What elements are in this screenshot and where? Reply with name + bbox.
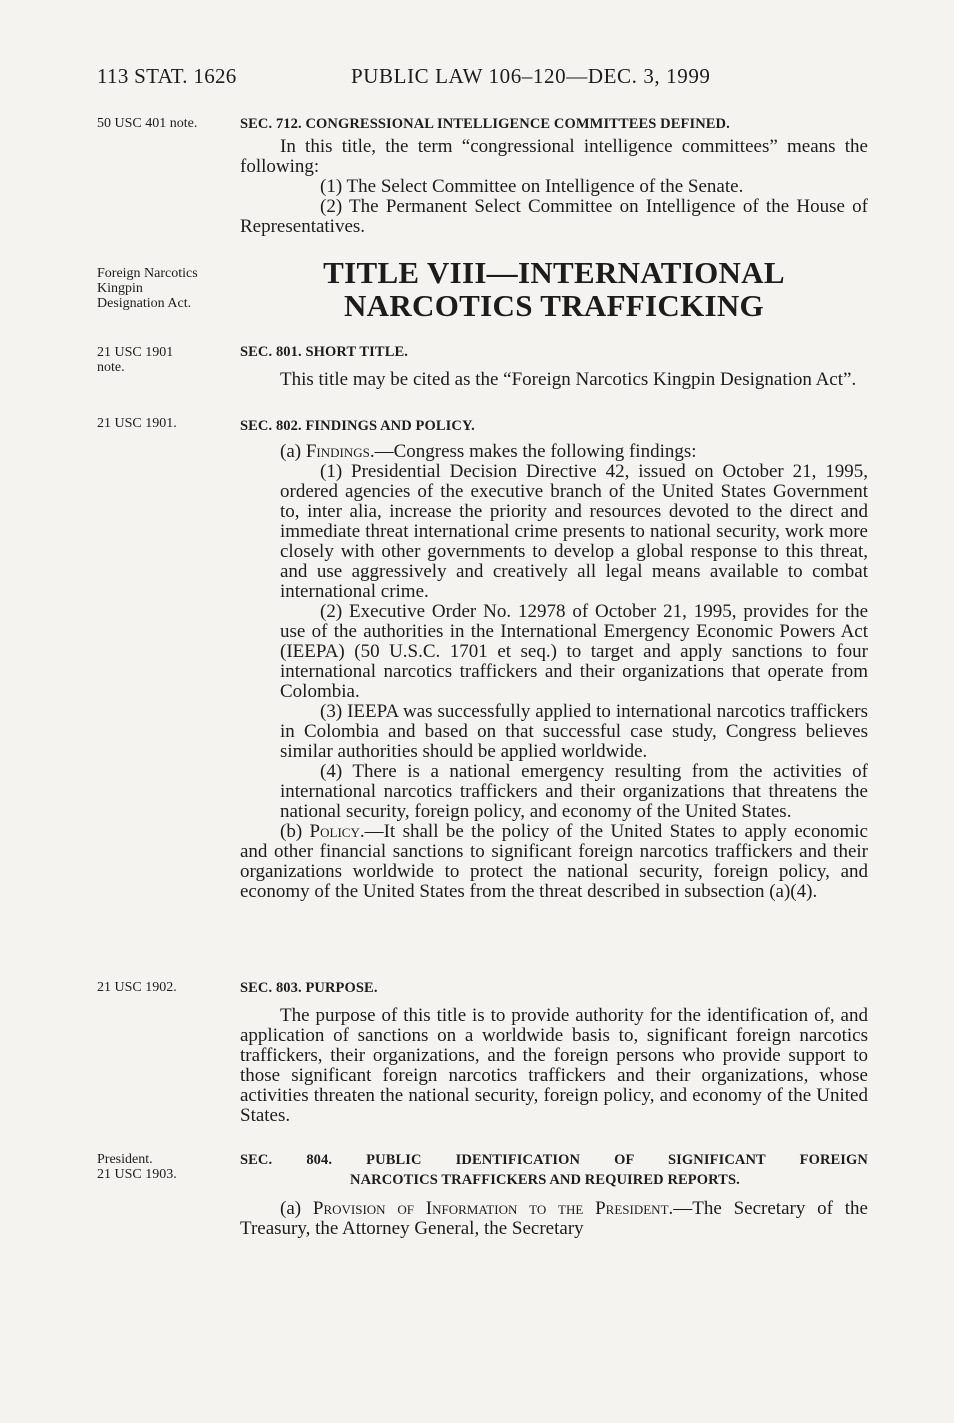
- finding-item: (2) Executive Order No. 12978 of October 21, 1995, provides for the use of the authorities in the International Emergency Economic Powers Act (IEEPA) (50 U.S.C. 1701 et seq.) to target and apply sanctions to four international narcotics traffickers and their organizations that operate from Colombia.: [280, 601, 868, 702]
- subsection-caption: Policy: [309, 821, 360, 842]
- list-item: (2) The Permanent Select Committee on Intelligence of the House of Representatives.: [240, 196, 868, 237]
- margin-note-act-name: [97, 266, 232, 311]
- margin-note-president: [97, 1152, 232, 1182]
- section-712: [240, 114, 868, 237]
- subsection-label: (b): [280, 821, 310, 842]
- section-text: In this title, the term “congressional intelligence committees” means the following:: [240, 136, 868, 177]
- title-heading: [240, 256, 868, 322]
- subsection-text: .—The Secretary of the Treasury, the Attorney General, the Secretary: [240, 1198, 868, 1239]
- margin-note-line: Kingpin: [97, 281, 143, 296]
- margin-note-line: Foreign Narcotics: [97, 266, 198, 281]
- margin-note-line: 21 USC 1903.: [97, 1167, 177, 1182]
- title-line: TITLE VIII—INTERNATIONAL: [323, 255, 785, 290]
- section-heading: SEC. 712. CONGRESSIONAL INTELLIGENCE COMMITTEES DEFINED.: [240, 116, 730, 132]
- public-law-header: PUBLIC LAW 106–120—DEC. 3, 1999: [351, 64, 711, 88]
- finding-item: (1) Presidential Decision Directive 42, issued on October 21, 1995, ordered agencies of the executive branch of the United States Government to, inter alia, increase the priority and resources devoted to the direct and immediate threat international crime presents to national security, work more closely with other governments to develop a global response to this threat, and use aggressively and creatively all legal means available to combat international crime.: [280, 461, 868, 602]
- section-803: [240, 978, 868, 1126]
- subsection-label: (a): [280, 1198, 313, 1219]
- section-801: [240, 342, 868, 390]
- section-heading: SEC. 802. FINDINGS AND POLICY.: [240, 418, 475, 434]
- subsection-a: [240, 1199, 868, 1239]
- title-line: NARCOTICS TRAFFICKING: [344, 288, 764, 323]
- margin-note-line: 21 USC 1901: [97, 345, 174, 360]
- section-text: This title may be cited as the “Foreign Narcotics Kingpin Designation Act”.: [280, 369, 857, 390]
- section-text: The purpose of this title is to provide authority for the identification of, and application of sanctions on a worldwide basis to, significant foreign narcotics traffickers, their organizations, and the foreign persons who provide support to those significant foreign narcotics traffickers and their organizations, whose activities threaten the national security, foreign policy, and economy of the United States.: [240, 1005, 868, 1126]
- margin-note-21usc1901: 21 USC 1901.: [97, 416, 177, 431]
- section-heading: SEC. 803. PURPOSE.: [240, 980, 378, 996]
- subsection-caption: Provision of Information to the President: [312, 1198, 669, 1219]
- subsection-text: .—Congress makes the following findings:: [369, 441, 697, 462]
- section-804: [240, 1150, 868, 1239]
- margin-note-line: note.: [97, 360, 125, 375]
- margin-note-21usc1901-note: [97, 345, 232, 375]
- list-item: (1) The Select Committee on Intelligence of the Senate.: [320, 176, 744, 197]
- margin-note-line: Designation Act.: [97, 296, 192, 311]
- finding-item: (4) There is a national emergency resulting from the activities of international narcotics traffickers and their organizations that threatens the national security, foreign policy, and economy of the United States.: [280, 761, 868, 822]
- section-heading: SEC. 804. PUBLIC IDENTIFICATION OF SIGNIFICANT FOREIGN: [240, 1152, 868, 1168]
- margin-note-50usc401: 50 USC 401 note.: [97, 116, 198, 131]
- margin-note-line: President.: [97, 1152, 153, 1167]
- section-802: [240, 416, 868, 902]
- subsection-label: (a): [280, 441, 306, 462]
- subsection-text: .—It shall be the policy of the United States to apply economic and other financial sanctions to significant foreign narcotics traffickers and their organizations worldwide to protect the national security, foreign policy, and economy of the United States from the threat described in subsection (a)(4).: [240, 821, 868, 902]
- margin-note-21usc1902: 21 USC 1902.: [97, 980, 177, 995]
- subsection-b: [240, 822, 868, 902]
- subsection-a: [240, 442, 868, 462]
- page-stat-reference: 113 STAT. 1626: [97, 64, 237, 88]
- findings-list: [240, 462, 868, 822]
- section-heading: SEC. 801. SHORT TITLE.: [240, 344, 408, 360]
- subsection-caption: Findings: [305, 441, 370, 462]
- section-heading-continued: NARCOTICS TRAFFICKERS AND REQUIRED REPORTS.: [350, 1172, 740, 1188]
- finding-item: (3) IEEPA was successfully applied to international narcotics traffickers in Colombia and based on that successful case study, Congress believes similar authorities should be applied worldwide.: [280, 701, 868, 762]
